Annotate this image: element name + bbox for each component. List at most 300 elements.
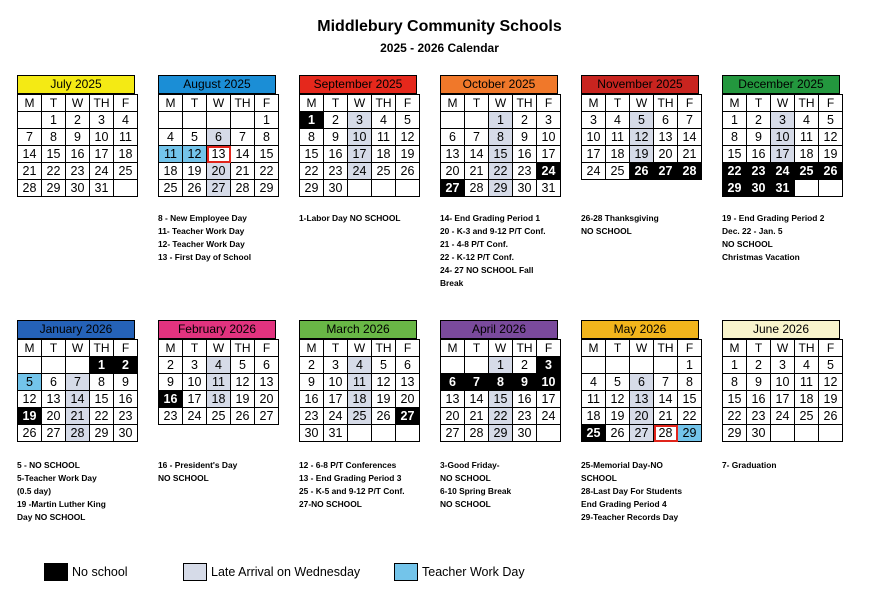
day-cell: 23 xyxy=(159,408,183,425)
day-cell: 10 xyxy=(324,374,348,391)
day-cell: 8 xyxy=(255,129,279,146)
day-cell: 19 xyxy=(183,163,207,180)
day-cell: 18 xyxy=(606,146,630,163)
day-cell: 23 xyxy=(300,408,324,425)
day-cell: 23 xyxy=(324,163,348,180)
day-cell: 9 xyxy=(513,374,537,391)
day-cell: 17 xyxy=(582,146,606,163)
day-cell: 30 xyxy=(513,425,537,442)
weekday-label: F xyxy=(396,95,420,112)
empty-cell xyxy=(372,425,396,442)
legend-label: No school xyxy=(72,565,128,579)
day-cell: 6 xyxy=(441,374,465,391)
day-cell: 3 xyxy=(183,357,207,374)
day-cell: 18 xyxy=(159,163,183,180)
day-cell: 19 xyxy=(372,391,396,408)
month-title: June 2026 xyxy=(722,320,840,339)
day-cell: 1 xyxy=(90,357,114,374)
day-cell: 20 xyxy=(207,163,231,180)
day-cell: 8 xyxy=(300,129,324,146)
day-cell: 24 xyxy=(537,163,561,180)
week-row xyxy=(582,374,702,391)
week-row xyxy=(441,425,561,442)
day-cell: 22 xyxy=(489,408,513,425)
day-cell: 21 xyxy=(231,163,255,180)
day-cell: 15 xyxy=(300,146,324,163)
day-cell: 5 xyxy=(18,374,42,391)
month-table xyxy=(17,94,138,197)
empty-cell xyxy=(795,425,819,442)
day-cell: 12 xyxy=(183,146,207,163)
day-cell: 25 xyxy=(372,163,396,180)
note-line: 5 - NO SCHOOL xyxy=(17,460,80,470)
month-table xyxy=(299,94,420,197)
day-cell: 21 xyxy=(465,408,489,425)
day-cell: 2 xyxy=(300,357,324,374)
day-cell: 24 xyxy=(324,408,348,425)
day-cell: 15 xyxy=(255,146,279,163)
day-cell: 17 xyxy=(348,146,372,163)
day-cell: 7 xyxy=(678,112,702,129)
day-cell: 19 xyxy=(231,391,255,408)
month-august-2025 xyxy=(158,75,276,197)
weekday-label: T xyxy=(183,340,207,357)
weekday-label: T xyxy=(747,95,771,112)
day-cell: 11 xyxy=(795,129,819,146)
week-row xyxy=(723,374,843,391)
day-cell: 19 xyxy=(606,408,630,425)
day-cell: 21 xyxy=(678,146,702,163)
note-line: NO SCHOOL xyxy=(158,473,209,483)
day-cell: 10 xyxy=(90,129,114,146)
month-september-2025 xyxy=(299,75,417,197)
day-cell: 18 xyxy=(207,391,231,408)
month-notes xyxy=(17,459,152,524)
day-cell: 9 xyxy=(300,374,324,391)
month-notes xyxy=(722,212,857,264)
day-cell: 27 xyxy=(42,425,66,442)
day-cell: 26 xyxy=(396,163,420,180)
month-notes xyxy=(440,212,575,290)
week-row xyxy=(18,163,138,180)
day-cell: 7 xyxy=(465,374,489,391)
week-row xyxy=(441,357,561,374)
weekday-label: T xyxy=(465,340,489,357)
week-row xyxy=(159,112,279,129)
month-title: December 2025 xyxy=(722,75,840,94)
day-cell: 8 xyxy=(42,129,66,146)
day-cell: 15 xyxy=(723,146,747,163)
day-cell: 5 xyxy=(231,357,255,374)
weekday-label: T xyxy=(606,95,630,112)
week-row xyxy=(18,374,138,391)
day-cell: 13 xyxy=(42,391,66,408)
empty-cell xyxy=(348,180,372,197)
month-table xyxy=(158,339,279,425)
day-cell: 6 xyxy=(42,374,66,391)
weekday-label: T xyxy=(324,95,348,112)
empty-cell xyxy=(606,357,630,374)
day-cell: 2 xyxy=(324,112,348,129)
day-cell: 15 xyxy=(489,391,513,408)
day-cell: 11 xyxy=(606,129,630,146)
weekday-label: F xyxy=(678,95,702,112)
day-cell: 22 xyxy=(90,408,114,425)
weekday-label: W xyxy=(66,95,90,112)
day-cell: 17 xyxy=(537,391,561,408)
day-cell: 24 xyxy=(348,163,372,180)
day-cell: 8 xyxy=(723,374,747,391)
weekday-label: TH xyxy=(372,95,396,112)
day-cell: 16 xyxy=(747,146,771,163)
day-cell: 14 xyxy=(465,146,489,163)
note-line: 12- Teacher Work Day xyxy=(158,239,245,249)
weekday-label: F xyxy=(819,95,843,112)
note-line: 12 - 6-8 P/T Conferences xyxy=(299,460,397,470)
weekday-row xyxy=(441,340,561,357)
day-cell: 12 xyxy=(18,391,42,408)
day-cell: 5 xyxy=(819,112,843,129)
day-cell: 26 xyxy=(819,408,843,425)
day-cell: 23 xyxy=(513,163,537,180)
day-cell: 10 xyxy=(771,374,795,391)
day-cell: 7 xyxy=(66,374,90,391)
empty-cell xyxy=(465,357,489,374)
day-cell: 1 xyxy=(678,357,702,374)
note-line: 1-Labor Day NO SCHOOL xyxy=(299,213,401,223)
day-cell: 27 xyxy=(396,408,420,425)
day-cell: 5 xyxy=(396,112,420,129)
note-line: 14- End Grading Period 1 xyxy=(440,213,541,223)
empty-cell xyxy=(537,425,561,442)
week-row xyxy=(441,163,561,180)
note-line: NO SCHOOL xyxy=(440,473,491,483)
day-cell: 13 xyxy=(207,146,231,163)
day-cell: 4 xyxy=(114,112,138,129)
day-cell: 2 xyxy=(513,112,537,129)
empty-cell xyxy=(654,357,678,374)
day-cell: 30 xyxy=(66,180,90,197)
month-table xyxy=(440,94,561,197)
page-title: Middlebury Community Schools xyxy=(317,18,562,35)
day-cell: 25 xyxy=(795,163,819,180)
day-cell: 25 xyxy=(348,408,372,425)
note-line: Christmas Vacation xyxy=(722,252,800,262)
week-row xyxy=(723,163,843,180)
day-cell: 28 xyxy=(678,163,702,180)
day-cell: 15 xyxy=(42,146,66,163)
day-cell: 20 xyxy=(630,408,654,425)
weekday-label: M xyxy=(300,95,324,112)
weekday-label: M xyxy=(723,340,747,357)
weekday-label: F xyxy=(537,95,561,112)
week-row xyxy=(300,180,420,197)
day-cell: 4 xyxy=(795,112,819,129)
weekday-label: M xyxy=(441,340,465,357)
day-cell: 30 xyxy=(324,180,348,197)
day-cell: 5 xyxy=(372,357,396,374)
week-row xyxy=(300,129,420,146)
day-cell: 25 xyxy=(795,408,819,425)
day-cell: 21 xyxy=(465,163,489,180)
day-cell: 7 xyxy=(465,129,489,146)
day-cell: 29 xyxy=(489,425,513,442)
day-cell: 24 xyxy=(582,163,606,180)
day-cell: 28 xyxy=(654,425,678,442)
day-cell: 7 xyxy=(18,129,42,146)
empty-cell xyxy=(183,112,207,129)
legend-swatch-blue xyxy=(394,563,418,581)
day-cell: 14 xyxy=(465,391,489,408)
day-cell: 1 xyxy=(42,112,66,129)
month-title: January 2026 xyxy=(17,320,135,339)
day-cell: 20 xyxy=(255,391,279,408)
weekday-label: W xyxy=(348,95,372,112)
weekday-label: T xyxy=(324,340,348,357)
month-title: March 2026 xyxy=(299,320,417,339)
week-row xyxy=(441,408,561,425)
empty-cell xyxy=(207,112,231,129)
day-cell: 19 xyxy=(630,146,654,163)
day-cell: 29 xyxy=(255,180,279,197)
day-cell: 29 xyxy=(678,425,702,442)
week-row xyxy=(441,391,561,408)
weekday-label: M xyxy=(441,95,465,112)
month-notes xyxy=(299,212,434,225)
day-cell: 6 xyxy=(207,129,231,146)
month-may-2026 xyxy=(581,320,699,442)
month-january-2026 xyxy=(17,320,135,442)
day-cell: 6 xyxy=(654,112,678,129)
note-line: End Grading Period 4 xyxy=(581,499,667,509)
day-cell: 2 xyxy=(747,357,771,374)
weekday-row xyxy=(723,340,843,357)
weekday-label: F xyxy=(255,95,279,112)
day-cell: 26 xyxy=(630,163,654,180)
day-cell: 28 xyxy=(465,180,489,197)
day-cell: 1 xyxy=(723,357,747,374)
day-cell: 9 xyxy=(513,129,537,146)
day-cell: 17 xyxy=(90,146,114,163)
day-cell: 6 xyxy=(255,357,279,374)
weekday-label: TH xyxy=(654,95,678,112)
legend-teacher-work-day xyxy=(394,563,525,581)
weekday-label: TH xyxy=(654,340,678,357)
month-notes xyxy=(299,459,434,511)
weekday-label: F xyxy=(114,95,138,112)
weekday-label: W xyxy=(348,340,372,357)
month-table xyxy=(722,94,843,197)
day-cell: 30 xyxy=(114,425,138,442)
note-line: NO SCHOOL xyxy=(722,239,773,249)
note-line: 16 - President's Day xyxy=(158,460,238,470)
day-cell: 7 xyxy=(654,374,678,391)
day-cell: 2 xyxy=(513,357,537,374)
empty-cell xyxy=(42,357,66,374)
day-cell: 10 xyxy=(537,129,561,146)
weekday-label: W xyxy=(207,95,231,112)
week-row xyxy=(300,408,420,425)
day-cell: 20 xyxy=(441,408,465,425)
day-cell: 21 xyxy=(66,408,90,425)
weekday-label: W xyxy=(489,95,513,112)
day-cell: 16 xyxy=(513,391,537,408)
weekday-label: T xyxy=(465,95,489,112)
weekday-label: F xyxy=(396,340,420,357)
week-row xyxy=(723,146,843,163)
weekday-label: TH xyxy=(372,340,396,357)
month-table xyxy=(722,339,843,442)
day-cell: 1 xyxy=(255,112,279,129)
day-cell: 10 xyxy=(582,129,606,146)
week-row xyxy=(723,391,843,408)
day-cell: 21 xyxy=(18,163,42,180)
weekday-label: M xyxy=(723,95,747,112)
week-row xyxy=(582,112,702,129)
weekday-row xyxy=(723,95,843,112)
day-cell: 27 xyxy=(255,408,279,425)
note-line: 26-28 Thanksgiving xyxy=(581,213,659,223)
empty-cell xyxy=(441,112,465,129)
month-march-2026 xyxy=(299,320,417,442)
month-title: February 2026 xyxy=(158,320,276,339)
weekday-label: W xyxy=(489,340,513,357)
day-cell: 30 xyxy=(747,180,771,197)
empty-cell xyxy=(771,425,795,442)
month-title: August 2025 xyxy=(158,75,276,94)
day-cell: 2 xyxy=(114,357,138,374)
empty-cell xyxy=(630,357,654,374)
day-cell: 19 xyxy=(396,146,420,163)
note-line: 29-Teacher Records Day xyxy=(581,512,679,522)
day-cell: 4 xyxy=(372,112,396,129)
week-row xyxy=(18,357,138,374)
month-june-2026 xyxy=(722,320,840,442)
empty-cell xyxy=(582,357,606,374)
day-cell: 13 xyxy=(630,391,654,408)
week-row xyxy=(159,374,279,391)
day-cell: 26 xyxy=(231,408,255,425)
week-row xyxy=(723,425,843,442)
day-cell: 30 xyxy=(300,425,324,442)
day-cell: 2 xyxy=(747,112,771,129)
weekday-label: T xyxy=(606,340,630,357)
day-cell: 16 xyxy=(324,146,348,163)
day-cell: 4 xyxy=(159,129,183,146)
note-line: 25 - K-5 and 9-12 P/T Conf. xyxy=(299,486,405,496)
day-cell: 17 xyxy=(324,391,348,408)
empty-cell xyxy=(231,112,255,129)
day-cell: 20 xyxy=(441,163,465,180)
week-row xyxy=(441,374,561,391)
day-cell: 20 xyxy=(654,146,678,163)
weekday-label: W xyxy=(630,340,654,357)
day-cell: 11 xyxy=(795,374,819,391)
day-cell: 4 xyxy=(348,357,372,374)
weekday-label: T xyxy=(183,95,207,112)
week-row xyxy=(18,129,138,146)
day-cell: 4 xyxy=(207,357,231,374)
empty-cell xyxy=(114,180,138,197)
day-cell: 27 xyxy=(441,425,465,442)
note-line: 27-NO SCHOOL xyxy=(299,499,362,509)
week-row xyxy=(723,129,843,146)
week-row xyxy=(18,112,138,129)
month-table xyxy=(581,94,702,180)
week-row xyxy=(18,391,138,408)
week-row xyxy=(441,112,561,129)
month-title: April 2026 xyxy=(440,320,558,339)
month-december-2025 xyxy=(722,75,840,197)
month-notes xyxy=(722,459,857,472)
week-row xyxy=(18,180,138,197)
day-cell: 23 xyxy=(66,163,90,180)
day-cell: 11 xyxy=(207,374,231,391)
day-cell: 25 xyxy=(606,163,630,180)
day-cell: 3 xyxy=(324,357,348,374)
day-cell: 1 xyxy=(489,357,513,374)
day-cell: 24 xyxy=(771,408,795,425)
weekday-label: M xyxy=(159,95,183,112)
day-cell: 25 xyxy=(207,408,231,425)
weekday-row xyxy=(159,340,279,357)
note-line: 21 - 4-8 P/T Conf. xyxy=(440,239,508,249)
day-cell: 19 xyxy=(819,391,843,408)
day-cell: 10 xyxy=(348,129,372,146)
day-cell: 17 xyxy=(771,146,795,163)
empty-cell xyxy=(66,357,90,374)
month-notes xyxy=(158,212,293,264)
day-cell: 22 xyxy=(489,163,513,180)
day-cell: 12 xyxy=(396,129,420,146)
weekday-label: TH xyxy=(795,95,819,112)
day-cell: 30 xyxy=(513,180,537,197)
day-cell: 11 xyxy=(348,374,372,391)
empty-cell xyxy=(465,112,489,129)
day-cell: 29 xyxy=(90,425,114,442)
day-cell: 13 xyxy=(441,391,465,408)
day-cell: 11 xyxy=(372,129,396,146)
weekday-label: M xyxy=(18,340,42,357)
day-cell: 8 xyxy=(678,374,702,391)
weekday-label: TH xyxy=(90,340,114,357)
week-row xyxy=(159,391,279,408)
empty-cell xyxy=(348,425,372,442)
day-cell: 29 xyxy=(723,180,747,197)
weekday-label: W xyxy=(771,340,795,357)
day-cell: 3 xyxy=(771,357,795,374)
legend-no-school xyxy=(44,563,128,581)
day-cell: 5 xyxy=(183,129,207,146)
note-line: 24- 27 NO SCHOOL Fall xyxy=(440,265,534,275)
note-line: 13 - First Day of School xyxy=(158,252,252,262)
month-table xyxy=(440,339,561,442)
empty-cell xyxy=(396,180,420,197)
day-cell: 28 xyxy=(465,425,489,442)
weekday-label: F xyxy=(537,340,561,357)
weekday-label: TH xyxy=(231,340,255,357)
day-cell: 8 xyxy=(90,374,114,391)
day-cell: 31 xyxy=(324,425,348,442)
weekday-row xyxy=(300,95,420,112)
week-row xyxy=(18,408,138,425)
day-cell: 27 xyxy=(630,425,654,442)
day-cell: 13 xyxy=(441,146,465,163)
day-cell: 31 xyxy=(90,180,114,197)
day-cell: 1 xyxy=(300,112,324,129)
month-notes xyxy=(158,459,293,485)
legend-label: Late Arrival on Wednesday xyxy=(211,565,361,579)
